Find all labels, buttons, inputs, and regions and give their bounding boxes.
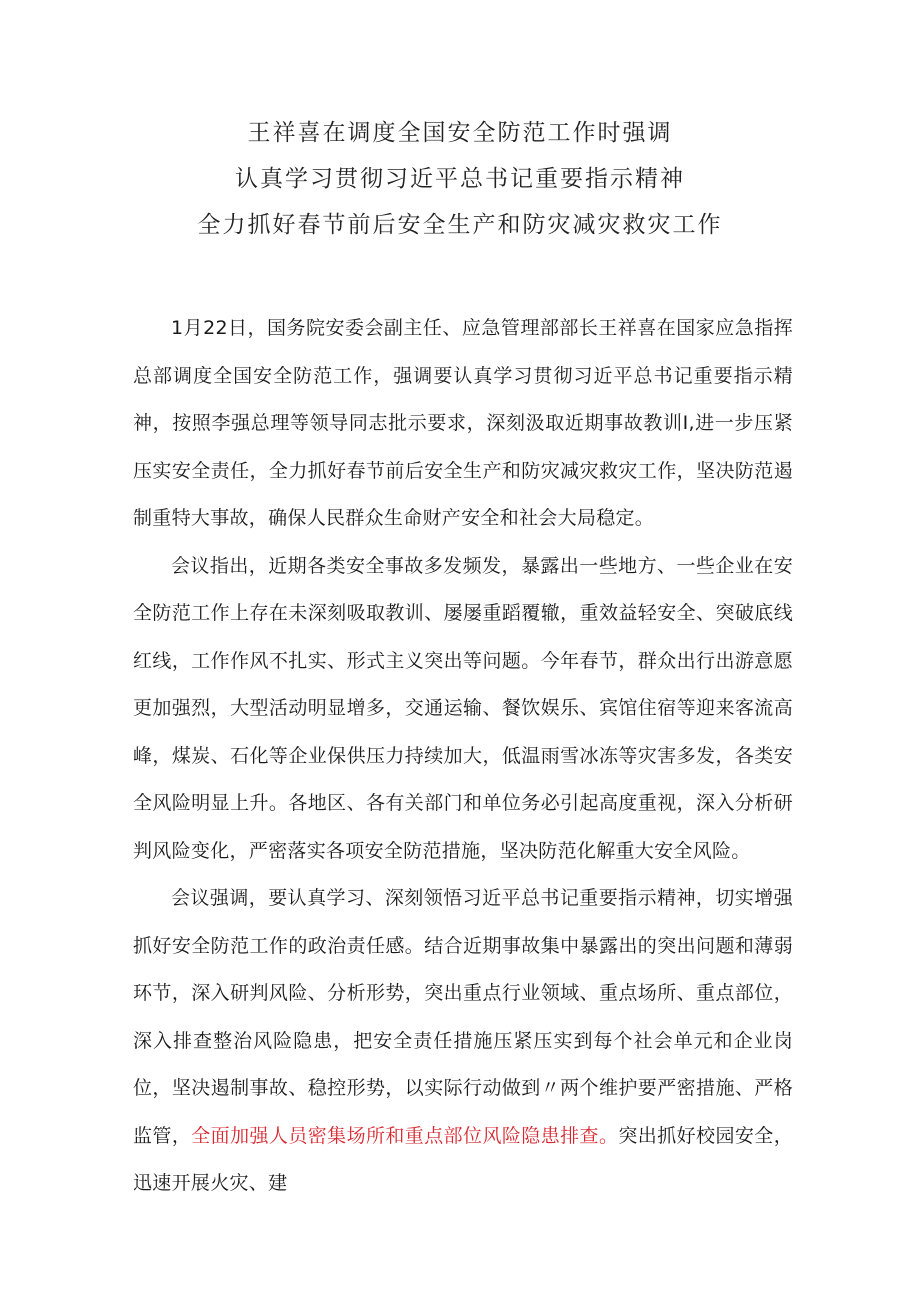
title-line-3: 全力抓好春节前后安全生产和防灾减灾救灾工作: [197, 212, 723, 238]
document-title: [0, 110, 920, 248]
paragraph-1: 1月22日，国务院安委会副主任、应急管理部部长王祥喜在国家应急指挥总部调度全国安全防范工作，强调要认真学习贯彻习近平总书记重要指示精神，按照李强总理等领导同志批示要求，深刻汲取近期事故教训I,进一步压紧压实安全责任，全力抓好春节前后安全生产和防灾减灾救灾工作，坚决防范遏制重特大事故，确保人民群众生命财产安全和社会大局稳定。: [133, 317, 793, 529]
title-line-2: 认真学习贯彻习近平总书记重要指示精神: [235, 166, 685, 192]
paragraph-3-text-before: 会议强调，要认真学习、深刻领悟习近平总书记重要指示精神，切实增强抓好安全防范工作的政治责任感。结合近期事故集中暴露出的突出问题和薄弱环节，深入研判风险、分析形势，突出重点行业领域、重点场所、重点部位，深入排查整治风险隐患，把安全责任措施压紧压实到每个社会单元和企业岗位，坚决遏制事故、稳控形势，以实际行动做到〃两个维护要严密措施、严格监管，: [133, 887, 793, 1147]
document-body: [133, 305, 793, 1208]
title-line-1: 王祥喜在调度全国安全防范工作时强调: [247, 120, 673, 146]
paragraph-3: [133, 875, 793, 1208]
paragraph-3-highlight: 全面加强人员密集场所和重点部位风险隐患排查。: [191, 1124, 619, 1147]
paragraph-2: 会议指出，近期各类安全事故多发频发，暴露出一些地方、一些企业在安全防范工作上存在未深刻吸取教训、屡屡重蹈覆辙，重效益轻安全、突破底线红线，工作作风不扎实、形式主义突出等问题。今年春节，群众出行出游意愿更加强烈，大型活动明显增多，交通运输、餐饮娱乐、宾馆住宿等迎来客流高峰，煤炭、石化等企业保供压力持续加大，低温雨雪冰冻等灾害多发，各类安全风险明显上升。各地区、各有关部门和单位务必引起高度重视，深入分析研判风险变化，严密落实各项安全防范措施，坚决防范化解重大安全风险。: [133, 554, 793, 862]
paragraph-3-text-after: 突出抓好校园安全，迅速开展火灾、建: [133, 1124, 793, 1194]
